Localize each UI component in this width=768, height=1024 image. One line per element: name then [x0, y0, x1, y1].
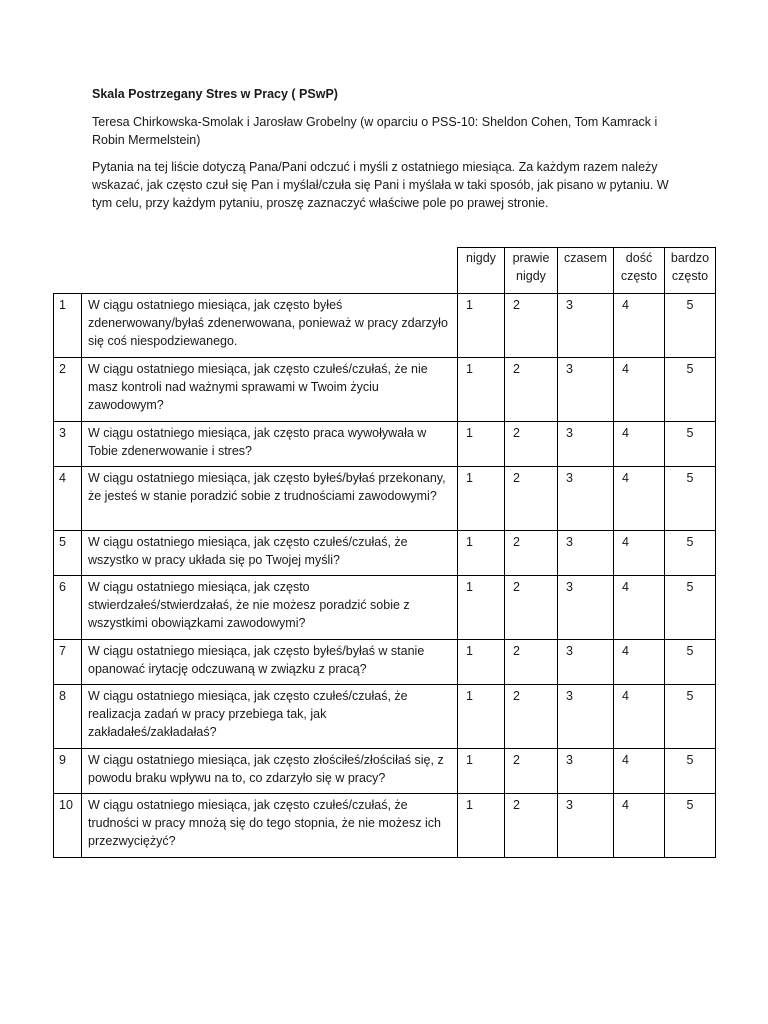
answer-option-2[interactable]: 2 [505, 467, 558, 531]
answer-option-5[interactable]: 5 [665, 422, 716, 467]
answer-option-3[interactable]: 3 [558, 358, 614, 422]
question-number: 7 [54, 640, 82, 685]
question-number: 9 [54, 749, 82, 794]
answer-option-1[interactable]: 1 [458, 531, 505, 576]
answer-option-4[interactable]: 4 [614, 294, 665, 358]
answer-option-1[interactable]: 1 [458, 576, 505, 640]
answer-option-3[interactable]: 3 [558, 749, 614, 794]
question-text: W ciągu ostatniego miesiąca, jak często czułeś/czułaś, że nie masz kontroli nad ważnymi sprawami w Twoim życiu zawodowym? [82, 358, 458, 422]
answer-option-1[interactable]: 1 [458, 640, 505, 685]
question-number: 2 [54, 358, 82, 422]
header-dosc-czesto: dość często [614, 248, 665, 294]
answer-option-1[interactable]: 1 [458, 294, 505, 358]
header-spacer [54, 248, 458, 294]
table-row [54, 467, 716, 531]
question-number: 8 [54, 685, 82, 749]
answer-option-1[interactable]: 1 [458, 467, 505, 531]
answer-option-3[interactable]: 3 [558, 467, 614, 531]
stress-scale-table [53, 247, 716, 858]
question-text: W ciągu ostatniego miesiąca, jak często byłeś/byłaś przekonany, że jesteś w stanie poradzić sobie z trudnościami zawodowymi? [82, 467, 458, 531]
answer-option-5[interactable]: 5 [665, 467, 716, 531]
answer-option-2[interactable]: 2 [505, 358, 558, 422]
table-row [54, 640, 716, 685]
question-text: W ciągu ostatniego miesiąca, jak często czułeś/czułaś, że wszystko w pracy układa się po Twojej myśli? [82, 531, 458, 576]
answer-option-1[interactable]: 1 [458, 422, 505, 467]
header-prawie-nigdy: prawie nigdy [505, 248, 558, 294]
question-text: W ciągu ostatniego miesiąca, jak często złościłeś/złościłaś się, z powodu braku wpływu na to, co zdarzyło się w pracy? [82, 749, 458, 794]
table-row [54, 749, 716, 794]
answer-option-1[interactable]: 1 [458, 794, 505, 858]
answer-option-5[interactable]: 5 [665, 358, 716, 422]
answer-option-3[interactable]: 3 [558, 576, 614, 640]
question-number: 6 [54, 576, 82, 640]
answer-option-5[interactable]: 5 [665, 294, 716, 358]
answer-option-4[interactable]: 4 [614, 640, 665, 685]
answer-option-4[interactable]: 4 [614, 685, 665, 749]
header-bardzo-czesto: bardzo często [665, 248, 716, 294]
answer-option-4[interactable]: 4 [614, 749, 665, 794]
answer-option-2[interactable]: 2 [505, 531, 558, 576]
answer-option-5[interactable]: 5 [665, 685, 716, 749]
document-authors: Teresa Chirkowska-Smolak i Jarosław Grobelny (w oparciu o PSS-10: Sheldon Cohen, Tom Kamrack i Robin Mermelstein) [92, 115, 658, 147]
answer-option-4[interactable]: 4 [614, 794, 665, 858]
table-row [54, 294, 716, 358]
answer-option-2[interactable]: 2 [505, 576, 558, 640]
answer-option-5[interactable]: 5 [665, 640, 716, 685]
answer-option-2[interactable]: 2 [505, 640, 558, 685]
question-text: W ciągu ostatniego miesiąca, jak często byłeś zdenerwowany/byłaś zdenerwowana, ponieważ w pracy zdarzyło się coś niespodziewanego. [82, 294, 458, 358]
answer-option-2[interactable]: 2 [505, 794, 558, 858]
question-number: 4 [54, 467, 82, 531]
answer-option-4[interactable]: 4 [614, 576, 665, 640]
answer-option-4[interactable]: 4 [614, 531, 665, 576]
answer-option-3[interactable]: 3 [558, 531, 614, 576]
answer-option-2[interactable]: 2 [505, 749, 558, 794]
question-number: 1 [54, 294, 82, 358]
answer-option-5[interactable]: 5 [665, 749, 716, 794]
answer-option-5[interactable]: 5 [665, 794, 716, 858]
question-text: W ciągu ostatniego miesiąca, jak często stwierdzałeś/stwierdzałaś, że nie możesz poradzić sobie z wszystkimi obowiązkami zawodowymi? [82, 576, 458, 640]
answer-option-4[interactable]: 4 [614, 358, 665, 422]
document-intro: Pytania na tej liście dotyczą Pana/Pani odczuć i myśli z ostatniego miesiąca. Za każdym razem należy wskazać, jak często czuł się Pan i myślał/czuła się Pani i myślała w taki sposób, jak pisano w pytaniu. W tym celu, przy każdym pytaniu, proszę zaznaczyć właściwe pole po prawej stronie. [92, 160, 669, 210]
question-number: 10 [54, 794, 82, 858]
question-text: W ciągu ostatniego miesiąca, jak często czułeś/czułaś, że realizacja zadań w pracy przebiega tak, jak zakładałeś/zakładałaś? [82, 685, 458, 749]
question-text: W ciągu ostatniego miesiąca, jak często praca wywoływała w Tobie zdenerwowanie i stres? [82, 422, 458, 467]
table-row [54, 685, 716, 749]
document-title: Skala Postrzegany Stres w Pracy ( PSwP) [92, 87, 338, 101]
question-number: 3 [54, 422, 82, 467]
table-row [54, 531, 716, 576]
answer-option-2[interactable]: 2 [505, 294, 558, 358]
table-row [54, 358, 716, 422]
answer-option-1[interactable]: 1 [458, 749, 505, 794]
question-text: W ciągu ostatniego miesiąca, jak często byłeś/byłaś w stanie opanować irytację odczuwaną w związku z pracą? [82, 640, 458, 685]
answer-option-3[interactable]: 3 [558, 640, 614, 685]
answer-option-4[interactable]: 4 [614, 422, 665, 467]
table-row [54, 794, 716, 858]
answer-option-5[interactable]: 5 [665, 576, 716, 640]
question-number: 5 [54, 531, 82, 576]
answer-option-2[interactable]: 2 [505, 422, 558, 467]
answer-option-5[interactable]: 5 [665, 531, 716, 576]
answer-option-1[interactable]: 1 [458, 685, 505, 749]
header-czasem: czasem [558, 248, 614, 294]
answer-option-4[interactable]: 4 [614, 467, 665, 531]
question-text: W ciągu ostatniego miesiąca, jak często czułeś/czułaś, że trudności w pracy mnożą się do tego stopnia, że nie możesz ich przezwyciężyć? [82, 794, 458, 858]
header-nigdy: nigdy [458, 248, 505, 294]
answer-option-3[interactable]: 3 [558, 422, 614, 467]
answer-option-1[interactable]: 1 [458, 358, 505, 422]
table-header-row [54, 248, 716, 294]
answer-option-3[interactable]: 3 [558, 294, 614, 358]
answer-option-3[interactable]: 3 [558, 685, 614, 749]
table-body [54, 294, 716, 858]
table-row [54, 422, 716, 467]
table-row [54, 576, 716, 640]
answer-option-3[interactable]: 3 [558, 794, 614, 858]
answer-option-2[interactable]: 2 [505, 685, 558, 749]
